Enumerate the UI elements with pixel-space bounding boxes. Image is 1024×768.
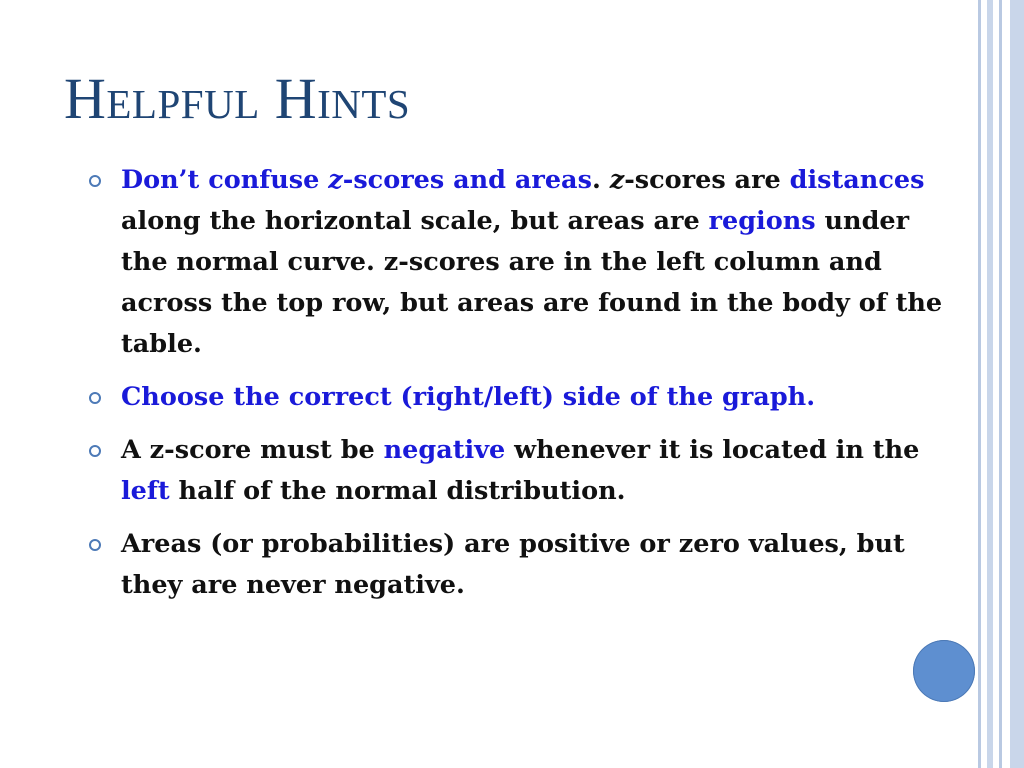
seg: under the normal curve. z-scores are in the left column and across the top row, but areas are found in the body of the table. <box>121 206 943 359</box>
frame-line-outer <box>978 0 981 768</box>
bullet-circle-icon <box>89 539 101 551</box>
slide-title: Helpful Hints <box>64 66 411 131</box>
seg: A z-score must be <box>121 435 384 465</box>
bullet-item <box>88 524 948 606</box>
seg: z <box>609 165 625 195</box>
seg: distances <box>789 165 925 195</box>
decorative-circle-icon <box>913 640 975 702</box>
seg: Don’t confuse <box>121 165 329 195</box>
seg: negative <box>383 435 506 465</box>
seg: along the horizontal scale, but areas are <box>121 206 709 236</box>
bullet-item <box>88 377 948 418</box>
seg: . <box>591 165 610 195</box>
seg: whenever it is located in the <box>505 435 920 465</box>
seg: half of the normal distribution. <box>169 476 626 506</box>
bullet-circle-icon <box>89 445 101 457</box>
frame-band <box>987 0 993 768</box>
bullet-circle-icon <box>89 175 101 187</box>
bullet-item <box>88 430 948 512</box>
bullet-item <box>88 160 948 365</box>
seg: Choose the correct (right/left) side of the graph. <box>121 382 816 412</box>
bullet-list <box>88 160 948 618</box>
bullet-circle-icon <box>89 392 101 404</box>
seg: -scores are <box>624 165 790 195</box>
seg: left <box>121 476 170 506</box>
seg: -scores and areas <box>342 165 592 195</box>
seg: regions <box>708 206 816 236</box>
seg: z <box>328 165 343 195</box>
frame-line-inner <box>999 0 1002 768</box>
seg: Areas (or probabilities) are positive or zero values, but they are never negative. <box>121 529 905 600</box>
frame-band-right <box>1010 0 1024 768</box>
